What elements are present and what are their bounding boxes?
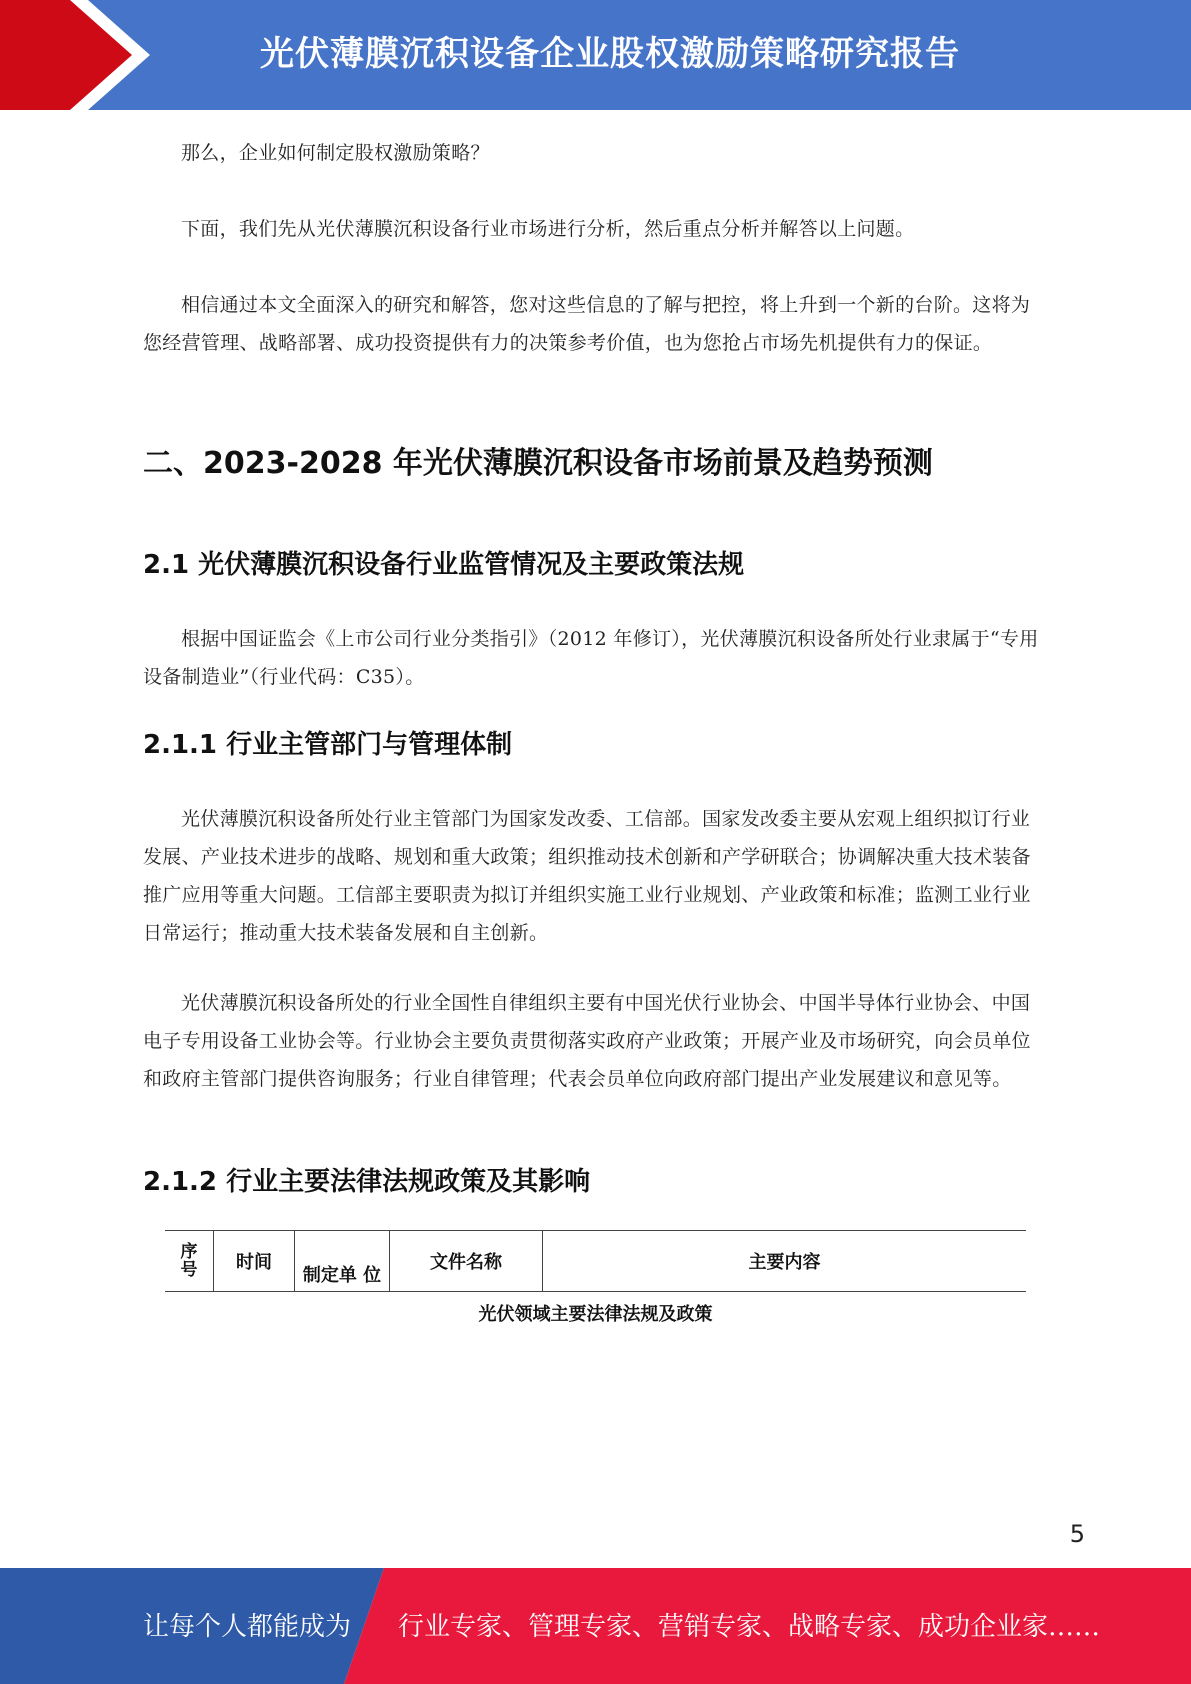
table-header-row — [165, 1231, 1026, 1292]
footer-slogan-left: 让每个人都能成为 — [143, 1612, 352, 1642]
policy-table — [165, 1230, 1026, 1292]
paragraph-intro-plan: 下面，我们先从光伏薄膜沉积设备行业市场进行分析，然后重点分析并解答以上问题。 — [181, 218, 915, 240]
heading-section-2-1-1: 2.1.1 行业主管部门与管理体制 — [143, 730, 513, 760]
col-header-document: 文件名称 — [390, 1231, 543, 1292]
paragraph-regulators: 光伏薄膜沉积设备所处行业主管部门为国家发改委、工信部。国家发改委主要从宏观上组织拟订行业发展、产业技术进步的战略、规划和重大政策；组织推动技术创新和产学研联合；协调解决重大技术装备推广应用等重大问题。工信部主要职责为拟订并组织实施工业行业规划、产业政策和标准；监测工业行业日常运行；推动重大技术装备发展和自主创新。 — [143, 808, 1031, 944]
col-header-time: 时间 — [214, 1231, 295, 1292]
paragraph-intro-question: 那么，企业如何制定股权激励策略？ — [181, 142, 490, 164]
col-header-seq: 序 号 — [165, 1231, 214, 1292]
col-header-content: 主要内容 — [543, 1231, 1027, 1292]
footer-slogan-right: 行业专家、管理专家、营销专家、战略专家、成功企业家…… — [398, 1612, 1101, 1642]
report-title: 光伏薄膜沉积设备企业股权激励策略研究报告 — [260, 34, 960, 74]
paragraph-intro-value: 相信通过本文全面深入的研究和解答，您对这些信息的了解与把控，将上升到一个新的台阶。这将为您经营管理、战略部署、成功投资提供有力的决策参考价值，也为您抢占市场先机提供有力的保证。 — [143, 294, 1031, 354]
heading-section-2-1-2: 2.1.2 行业主要法律法规政策及其影响 — [143, 1167, 591, 1197]
page-footer — [0, 1568, 1191, 1684]
heading-section-2-1: 2.1 光伏薄膜沉积设备行业监管情况及主要政策法规 — [143, 550, 745, 580]
paragraph-associations: 光伏薄膜沉积设备所处的行业全国性自律组织主要有中国光伏行业协会、中国半导体行业协会、中国电子专用设备工业协会等。行业协会主要负责贯彻落实政府产业政策；开展产业及市场研究，向会员单位和政府主管部门提供咨询服务；行业自律管理；代表会员单位向政府部门提出产业发展建议和意见等。 — [143, 992, 1031, 1090]
table-caption: 光伏领域主要法律法规及政策 — [478, 1304, 713, 1325]
page-header — [0, 0, 1191, 110]
col-header-unit: 制定单 位 — [295, 1231, 390, 1292]
header-arrow-red — [0, 0, 132, 110]
header-arrow-decoration — [0, 0, 160, 110]
paragraph-industry-classification: 根据中国证监会《上市公司行业分类指引》（2012 年修订），光伏薄膜沉积设备所处行业隶属于“专用设备制造业”（行业代码：C35）。 — [143, 628, 1039, 688]
heading-chapter-2: 二、2023-2028 年光伏薄膜沉积设备市场前景及趋势预测 — [143, 446, 933, 481]
page-number: 5 — [1069, 1520, 1085, 1548]
